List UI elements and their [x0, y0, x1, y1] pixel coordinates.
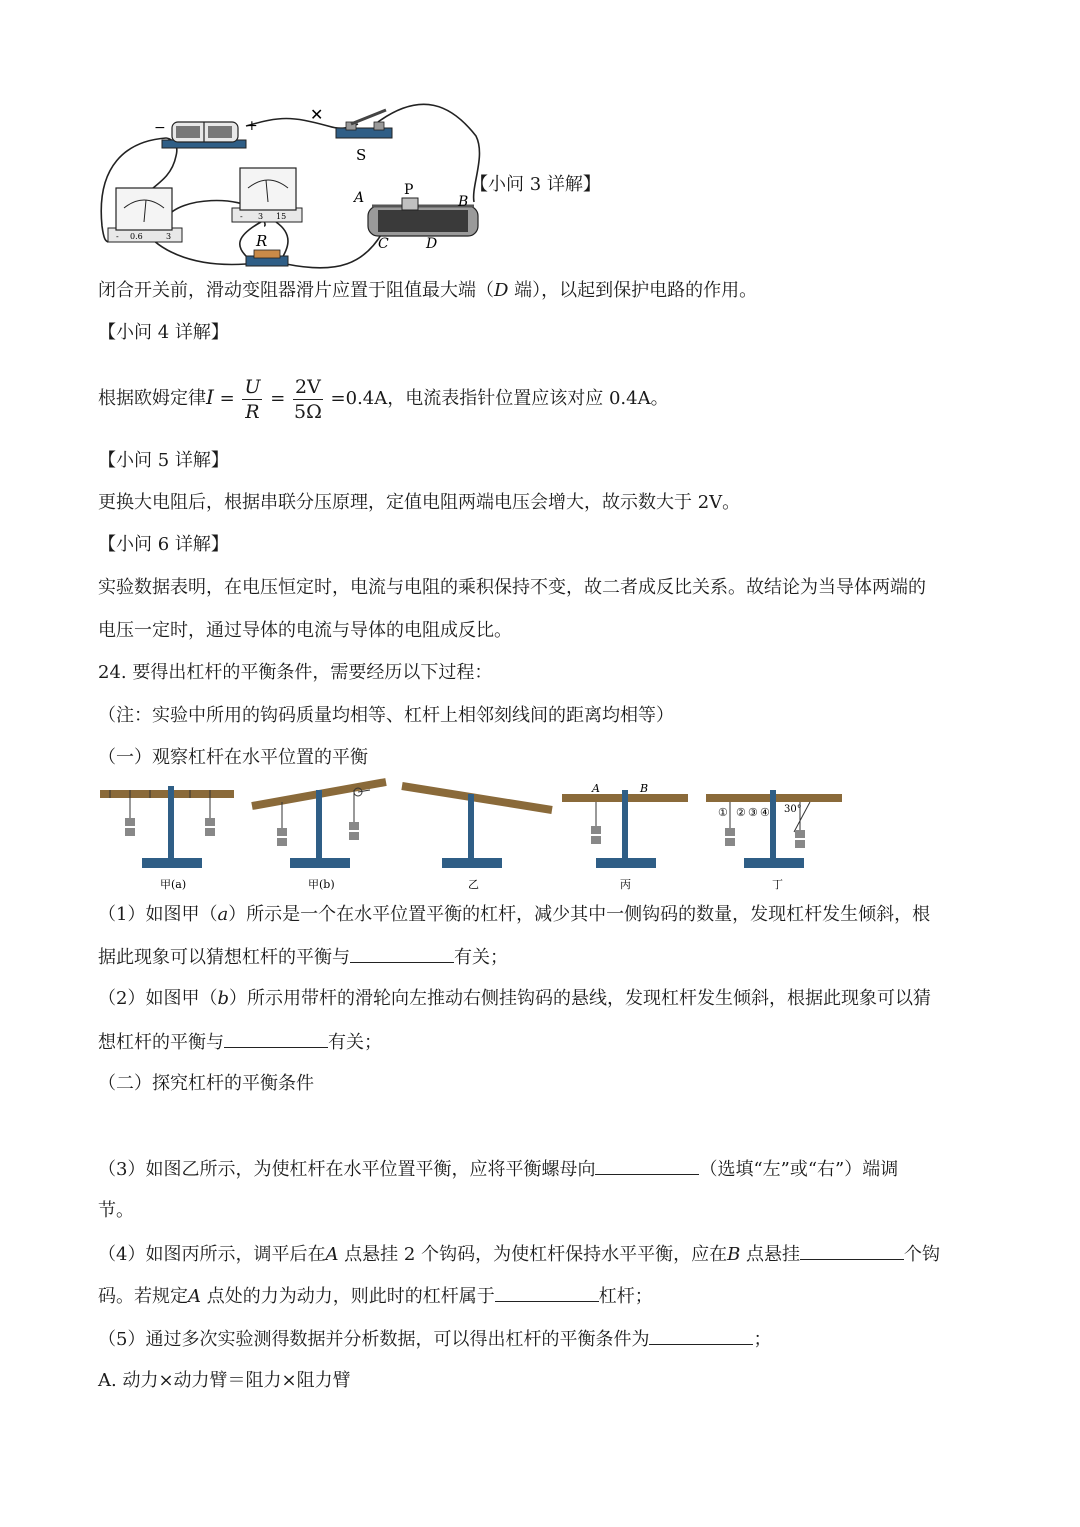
q3-line1: （3）如图乙所示，为使杠杆在水平位置平衡，应将平衡螺母向 （选填“左”或“右”）端调	[98, 1156, 898, 1183]
fraction-U-over-R: $\frac{U}{R}$	[244, 375, 261, 423]
figure-ding	[706, 790, 842, 868]
section6-line2: 电压一定时，通过导体的电流与导体的电阻成反比。	[98, 620, 512, 641]
ammeter-scale-0: -	[116, 232, 119, 241]
rheostat-C-label: C	[378, 236, 389, 252]
q24-part1: （一）观察杠杆在水平位置的平衡	[98, 747, 368, 768]
ammeter-scale-2: 3	[166, 232, 172, 241]
q1-answer-blank[interactable]	[350, 944, 454, 963]
switch-label: S	[356, 146, 367, 164]
rheostat-P-label: P	[404, 182, 414, 198]
circuit-diagram	[96, 96, 516, 276]
resistor-label: R	[256, 232, 268, 250]
q4-line1: （4）如图丙所示，调平后在A 点悬挂 2 个钩码，为使杠杆保持水平平衡，应在B 点悬挂 个钩	[98, 1241, 940, 1268]
rheostat-B-label: B	[458, 194, 469, 210]
figure-jia-b	[252, 782, 386, 868]
q1-line2: 据此现象可以猜想杠杆的平衡与 有关；	[98, 944, 508, 971]
q1-line1: （1）如图甲（a）所示是一个在水平位置平衡的杠杆，减少其中一侧钩码的数量，发现杠杆发生倾斜，根	[98, 904, 931, 925]
fraction-2V-over-5ohm: $\frac{2V}{5\Omega}$	[293, 375, 322, 423]
figure-bing	[562, 782, 688, 868]
caption-jia-a: 甲(a)	[160, 878, 187, 891]
section6-line1: 实验数据表明，在电压恒定时，电流与电阻的乘积保持不变，故二者成反比关系。故结论为当导体两端的	[98, 577, 926, 598]
figure-bing-A: A	[592, 782, 600, 795]
q4-count-blank[interactable]	[800, 1241, 904, 1260]
option-A[interactable]: A. 动力×动力臂＝阻力×阻力臂	[98, 1370, 351, 1391]
voltmeter-scale-2: 15	[276, 212, 287, 221]
q2-line1: （2）如图甲（b）所示用带杆的滑轮向左推动右侧挂钩码的悬线，发现杠杆发生倾斜，根据此现象可以猜	[98, 988, 931, 1009]
q4-line2: 码。若规定A 点处的力为动力，则此时的杠杆属于 杠杆；	[98, 1283, 653, 1310]
ohm-law-formula: 根据欧姆定律I = $\frac{U}{R}$ = $\frac{2V}{5\Omega}$ =0.4A，电流表指针位置应该对应 0.4A。	[98, 375, 669, 423]
figure-jia-a	[100, 786, 234, 868]
section5-heading: 【小问 5 详解】	[98, 450, 229, 471]
q5-answer-blank[interactable]	[649, 1326, 753, 1345]
subquestion-3-tag: 【小问 3 详解】	[470, 174, 601, 195]
q2-line2: 想杠杆的平衡与 有关；	[98, 1029, 382, 1056]
cross-mark: ✕	[310, 105, 324, 124]
hook-4: ④	[760, 806, 770, 819]
section3-text: 闭合开关前，滑动变阻器滑片应置于阻值最大端（D 端），以起到保护电路的作用。	[98, 280, 758, 301]
q24-note: （注：实验中所用的钩码质量均相等、杠杆上相邻刻线间的距离均相等）	[98, 705, 674, 726]
angle-label: 30°	[784, 804, 802, 815]
section4-heading: 【小问 4 详解】	[98, 322, 229, 343]
q5-line: （5）通过多次实验测得数据并分析数据，可以得出杠杆的平衡条件为 ；	[98, 1326, 771, 1353]
rheostat-D-label: D	[426, 236, 438, 252]
q24-part2: （二）探究杠杆的平衡条件	[98, 1073, 314, 1094]
caption-ding: 丁	[772, 878, 783, 891]
caption-bing: 丙	[620, 878, 631, 891]
q3-answer-blank[interactable]	[595, 1156, 699, 1175]
rheostat-A-label: A	[354, 190, 365, 206]
figure-yi	[402, 786, 552, 868]
figure-bing-B: B	[640, 782, 649, 795]
hook-3: ③	[748, 806, 758, 819]
caption-yi: 乙	[468, 878, 479, 891]
q4-lever-type-blank[interactable]	[495, 1283, 599, 1302]
q24-title: 24. 要得出杠杆的平衡条件，需要经历以下过程：	[98, 662, 493, 683]
q3-line2: 节。	[98, 1200, 134, 1221]
q2-answer-blank[interactable]	[224, 1029, 328, 1048]
ammeter-scale-1: 0.6	[130, 232, 143, 241]
section6-heading: 【小问 6 详解】	[98, 534, 229, 555]
battery-minus-label: −	[154, 120, 166, 136]
voltmeter-scale-0: -	[240, 212, 243, 221]
battery-plus-label: +	[246, 118, 258, 134]
lever-figures	[96, 778, 856, 894]
hook-2: ②	[736, 806, 746, 819]
hook-1: ①	[718, 806, 728, 819]
section5-text: 更换大电阻后，根据串联分压原理，定值电阻两端电压会增大，故示数大于 2V。	[98, 492, 741, 513]
caption-jia-b: 甲(b)	[308, 878, 335, 891]
voltmeter-scale-1: 3	[258, 212, 264, 221]
